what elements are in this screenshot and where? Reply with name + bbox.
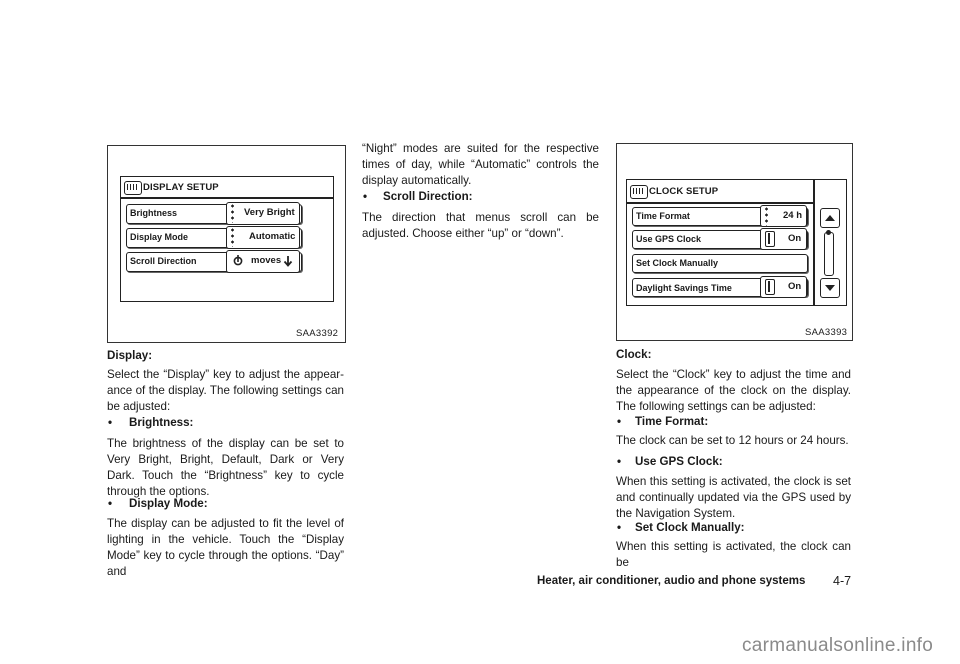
set-clock-manually-text: When this setting is activated, the clock can be [616, 540, 851, 569]
dots-icon [765, 206, 768, 226]
scroll-down-button [820, 278, 840, 298]
menu-icon [124, 181, 142, 195]
bullet: • [617, 521, 622, 534]
clock-heading: Clock: [616, 348, 652, 361]
figure-display-setup [107, 145, 346, 343]
display-setup-screen [120, 176, 334, 302]
row-value: Automatic [249, 231, 296, 242]
time-format-value-box [760, 205, 807, 227]
time-format-heading: Time Format: [635, 415, 709, 428]
row-label: Set Clock Manually [636, 258, 719, 268]
dots-icon [231, 203, 234, 223]
scroll-direction-row [126, 252, 302, 272]
bullet: • [617, 415, 622, 428]
brightness-row [126, 204, 302, 224]
use-gps-clock-row [632, 230, 808, 249]
display-mode-value-box [226, 226, 300, 249]
row-label: Use GPS Clock [636, 234, 702, 244]
scrollbar-track [824, 232, 834, 276]
dots-icon [231, 227, 234, 247]
bullet: • [617, 455, 622, 468]
scroll-direction-value-box [226, 250, 300, 273]
use-gps-clock-text: When this setting is activated, the clock is set and continually updated via the GPS used by the Navigation System. [616, 475, 851, 520]
triangle-up-icon [821, 209, 839, 227]
display-mode-row [126, 228, 302, 248]
arrow-down-icon [283, 255, 293, 267]
brightness-text: The brightness of the display can be set to Very Bright, Bright, Default, Dark or Very Dark. Touch the “Brightness” key to cycle through the options. [107, 437, 344, 498]
figure-clock-setup [616, 143, 853, 341]
screen-title: DISPLAY SETUP [143, 182, 219, 193]
display-intro: Select the “Display” key to adjust the appear-ance of the display. The following settings can be adjusted: [107, 368, 344, 413]
use-gps-clock-value-box [760, 228, 807, 250]
display-mode-heading: Display Mode: [129, 497, 208, 510]
brightness-value-box [226, 202, 300, 225]
row-value: moves [251, 255, 282, 266]
row-label: Time Format [636, 211, 690, 221]
row-value: On [788, 233, 802, 244]
scroll-direction-heading: Scroll Direction: [383, 190, 473, 203]
daylight-savings-value-box [760, 276, 807, 298]
page-number: 4-7 [833, 574, 852, 588]
watermark: carmanualsonline.info [742, 635, 934, 656]
section-title: Heater, air conditioner, audio and phone systems [537, 575, 806, 587]
row-label: Display Mode [130, 232, 189, 242]
use-gps-clock-heading: Use GPS Clock: [635, 455, 723, 468]
clock-intro: Select the “Clock” key to adjust the time and the appearance of the clock on the display. The following settings can be adjusted: [616, 368, 851, 413]
display-heading: Display: [107, 349, 153, 362]
scroll-wheel-icon [233, 255, 243, 267]
menu-icon [630, 185, 648, 199]
bullet: • [108, 416, 113, 429]
triangle-down-icon [821, 279, 839, 297]
scroll-direction-text: The direction that menus scroll can be adjusted. Choose either “up” or “down”. [362, 211, 599, 240]
row-value: On [788, 281, 802, 292]
row-label: Scroll Direction [130, 256, 197, 266]
set-clock-manually-row [632, 254, 808, 273]
row-label: Brightness [130, 208, 178, 218]
display-mode-text: The display can be adjusted to fit the level of lighting in the vehicle. Touch the “Display Mode” key to cycle through the options. “Day” and [107, 517, 344, 578]
scroll-up-button [820, 208, 840, 228]
row-label: Daylight Savings Time [636, 283, 732, 293]
time-format-text: The clock can be set to 12 hours or 24 hours. [616, 434, 849, 447]
display-mode-continued: “Night” modes are suited for the respective times of day, while “Automatic” controls the display automatically. [362, 142, 599, 187]
toggle-icon [765, 279, 775, 295]
bullet: • [363, 190, 368, 203]
figure-code: SAA3393 [805, 327, 848, 338]
brightness-heading: Brightness: [129, 416, 194, 429]
figure-code: SAA3392 [296, 328, 339, 339]
scrollbar-thumb [826, 230, 831, 235]
set-clock-manually-heading: Set Clock Manually: [635, 521, 745, 534]
clock-setup-screen [626, 179, 847, 306]
daylight-savings-row [632, 278, 808, 297]
screen-title: CLOCK SETUP [649, 186, 719, 197]
row-value: Very Bright [244, 207, 295, 218]
time-format-row [632, 207, 808, 226]
bullet: • [108, 497, 113, 510]
toggle-icon [765, 231, 775, 247]
row-value: 24 h [783, 210, 803, 221]
